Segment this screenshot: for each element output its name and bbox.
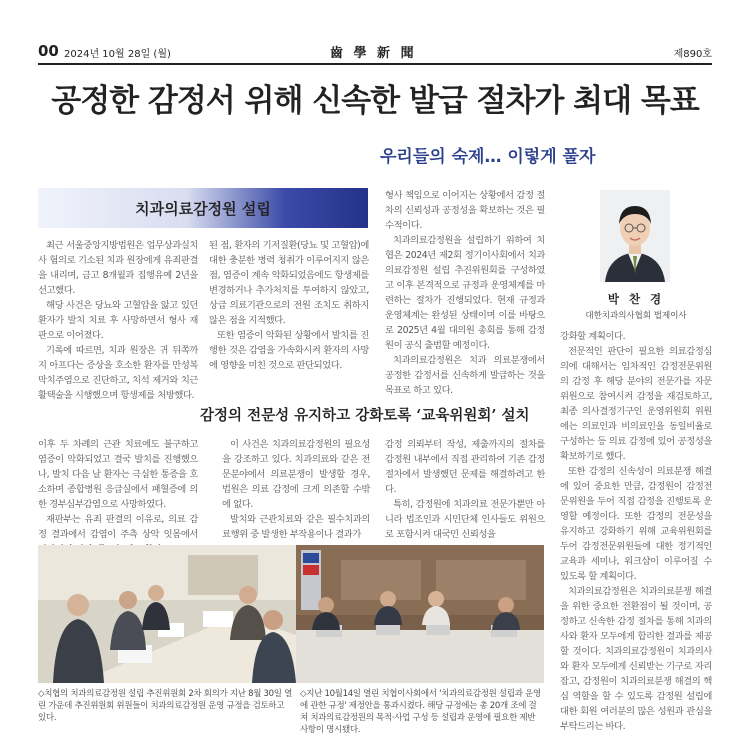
article-column-3-continued — [385, 437, 545, 542]
paragraph: 치과의료감정원은 치과 의료분쟁에서 공정한 감정서를 신속하게 발급하는 것을 목표로 하고 있다. — [385, 355, 545, 396]
header-rule — [38, 63, 712, 65]
paragraph: 형사 책임으로 이어지는 상황에서 감정 절차의 신뢰성과 공정성을 확보하는 것은 필수적이다. — [385, 190, 545, 231]
paragraph: 재판부는 유죄 판결의 이유로, 의료 감정 결과에서 감염이 주측 상악 잇몸에서 — [38, 514, 198, 540]
article-column-2 — [209, 238, 369, 373]
paragraph: 또한 감정의 신속성이 의료분쟁 해결에 있어 중요한 만큼, 감정원이 감정전문위원을 두어 직접 감정을 진행토록 운영할 예정이다. 또한 감정의 전문성을 유지하고 강화하기 위해 교육위원회를 두어 감정전문위원들에 대한 정기적인 교육과 세미나, 워크샵이 이루어질 수 있도록 할 계획이다. — [560, 466, 712, 582]
section-title: 치과의료감정원 설립 — [135, 200, 271, 218]
subsection-title: 감정의 전문성 유지하고 강화토록 ‘교육위원회’ 설치 — [200, 407, 530, 424]
issue-date: 2024년 10월 28일 (월) — [64, 49, 171, 60]
article-column-2-continued — [222, 437, 370, 542]
issue-number: 제890호 — [673, 49, 712, 60]
paragraph: 최근 서울중앙지방법원은 업무상과실치사 혐의로 기소된 치과 원장에게 유죄판결을 내리며, 금고 8개월과 집행유예 2년을 선고했다. — [38, 240, 198, 296]
author-title: 대한치과의사협회 법제이사 — [585, 311, 687, 321]
article-column-1 — [38, 238, 198, 403]
paragraph: 치과의료감정원을 설립하기 위하여 치협은 2024년 제2회 정기이사회에서 치과의료감정원 설립 추진위원회를 구성하였고 이후 본격적으로 규정과 운영체계를 마련하는 절차가 진행되었다. 현재 규정과 운영체계는 완성된 상태이며 이를 바탕으로 2025년 4월 대의원 총회를 통해 감정원이 공식 출범할 예정이다. — [385, 235, 545, 351]
headline: 공정한 감정서 위해 신속한 발급 절차가 최대 목표 — [51, 83, 699, 119]
author-portrait — [600, 190, 670, 282]
paragraph: 강화할 계획이다. — [560, 331, 626, 342]
subheadline: 우리들의 숙제… 이렇게 풀자 — [380, 147, 596, 167]
paragraph: 감정 의뢰부터 작성, 제출까지의 절차를 감정원 내부에서 직접 관리하여 기존 감정 절차에서 발생했던 문제를 해결하려고 한다. — [385, 439, 545, 495]
photo-caption-1: ◇치협의 치과의료감정원 설립 추진위원회 2차 회의가 지난 8월 30일 열린 가운데 추진위원회 위원들이 치과의료감정원 운영 규정을 검토하고 있다. — [38, 689, 292, 723]
article-column-1-continued — [38, 437, 198, 557]
paragraph: 전문적인 판단이 필요한 의료감정심의에 대해서는 임차적인 감정전문위원의 감정 후 해당 분야의 전문가를 자문위원으로 참여시켜 감정을 재검토하고, 최종 의사결정기구인 운영위원회 위원에는 의료인과 비의료인을 동일비율로 구성하는 등 의료 감정에 있어 공정성을 확보하기로 했다. — [560, 346, 712, 462]
paragraph: 발치와 근관치료와 같은 필수치과의료행위 중 발생한 부작용이나 결과가 — [222, 514, 370, 540]
paragraph: 이후 두 차례의 근관 치료에도 불구하고 염증이 악화되었고 결국 발치를 진행했으나, 발치 다음 날 환자는 극심한 통증을 호소하며 종합병원 응급실에서 패혈증에 의한 경부심부감염으로 사망하였다. — [38, 439, 198, 510]
photo-caption-2: ◇지난 10월14일 열린 치협이사회에서 '치과의료감정원 설립과 운영에 관한 규정' 제정안을 통과시켰다. 해당 규정에는 총 20개 조에 걸쳐 치과의료감정원의 목적·사업 구성 등 설립과 운영에 필요한 제반 사항이 명시됐다. — [300, 689, 541, 735]
paragraph: 해당 사건은 당뇨와 고혈압을 앓고 있던 환자가 발치 치료 후 사망하면서 형사 재판으로 이어졌다. — [38, 300, 198, 341]
paragraph: 기록에 따르면, 치과 원장은 귀 뒤쪽까지 아프다는 증상을 호소한 환자를 만성복막치주염으로 진단하고, 치석 제거와 치근 활택술을 시행했으며 항생제를 처방했다. — [38, 345, 198, 401]
meeting-photo-2 — [296, 545, 544, 683]
article-column-3 — [385, 188, 545, 398]
paragraph: 또한 염증이 악화된 상황에서 발치를 진행한 것은 감염을 가속화시켜 환자의 사망에 영향을 미친 것으로 판단되었다. — [209, 330, 369, 371]
article-column-4 — [560, 329, 712, 734]
paragraph: 특히, 감정원에 치과의료 전문가뿐만 아니라 법조인과 시민단체 인사들도 위원으로 포함시켜 대국민 신뢰성을 — [385, 499, 545, 540]
paragraph: 치과의료감정원은 치과의료분쟁 해결을 위한 중요한 전환점이 될 것이며, 공정하고 신속한 감정 절차를 통해 치과의사와 환자 모두에게 합리한 결과를 제공할 것이다. 치과의료감정원이 치과의사와 환자 모두에게 신뢰받는 기구로 자리 잡고, 감정원이 치과의료분쟁 해결의 핵심 역할을 할 수 있도록 감정원 설립에 대한 회원 여러분의 많은 성원과 관심을 부탁드리는 바다. — [560, 586, 712, 732]
meeting-photo-1 — [38, 545, 296, 683]
page-number: 00 — [38, 42, 59, 60]
paragraph: 된 점, 환자의 기저질환(당뇨 및 고혈압)에 대한 충분한 병력 청취가 이루어지지 않은 점, 염증이 계속 악화되었음에도 항생제를 변경하거나 추가처치를 투여하지 않았고, 상급 의료기관으로의 전원 조치도 취하지 않은 점을 지적했다. — [209, 240, 369, 326]
masthead: 齒 學 新 聞 — [330, 46, 417, 61]
author-name: 박 찬 경 — [607, 292, 665, 306]
paragraph: 이 사건은 치과의료감정원의 필요성을 강조하고 있다. 치과의료와 같은 전문분야에서 의료분쟁이 발생할 경우, 법원은 의료 감정에 크게 의존할 수밖에 없다. — [222, 439, 370, 510]
